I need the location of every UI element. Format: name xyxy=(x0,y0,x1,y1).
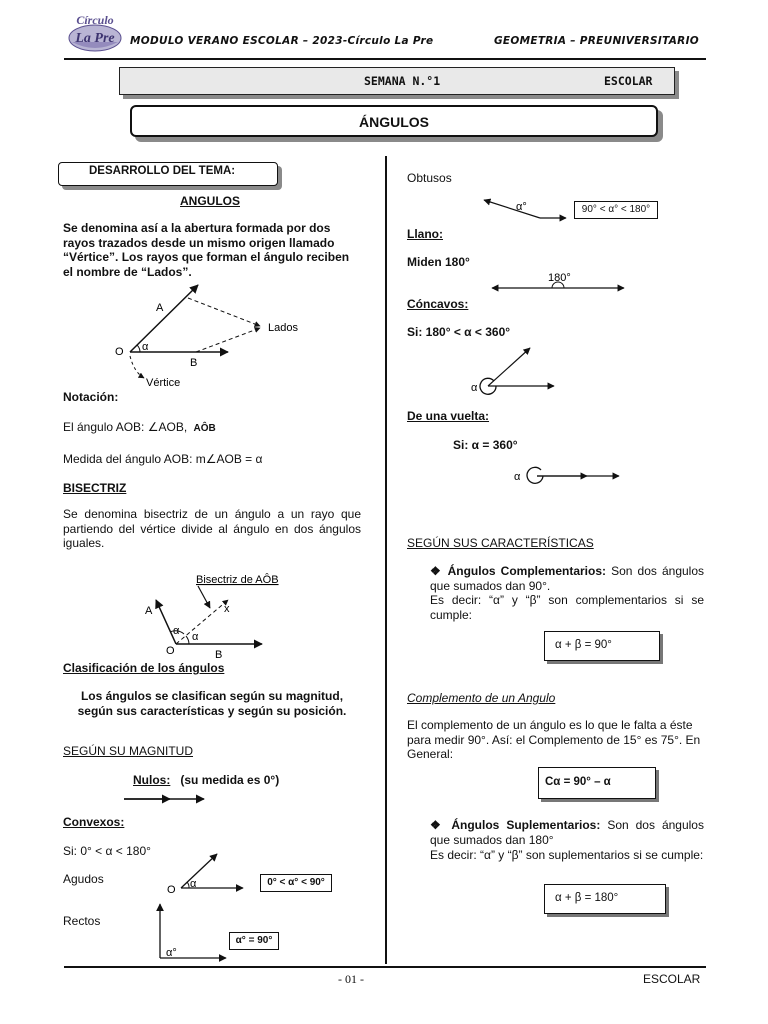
straight-text: Miden 180° xyxy=(407,255,470,269)
straight-title: Llano: xyxy=(407,227,443,241)
dev-box-label: DESARROLLO DEL TEMA: xyxy=(89,165,236,177)
complementary-title: Ángulos Complementarios: xyxy=(447,564,607,578)
definition-text: Se denomina así a la abertura formada por dos rayos trazados desde un mismo origen llamado “Vértice”. Los rayos que forman el ángulo reciben el nombre de “Lados”. xyxy=(63,221,350,279)
column-divider xyxy=(385,156,387,964)
supplementary-text2: Es decir: “α” y “β” son suplementarios si se cumple: xyxy=(430,848,704,862)
footer-rule xyxy=(64,966,706,968)
acute-label-o: O xyxy=(167,884,176,896)
supplementary-bullet: ❖ xyxy=(430,818,452,832)
title-box xyxy=(130,105,658,137)
fig1-label-o: O xyxy=(115,346,124,358)
complementary-formula: α + β = 90° xyxy=(544,631,660,661)
header-rule xyxy=(64,58,706,60)
nulos-text: (su medida es 0°) xyxy=(180,773,280,787)
acute-box: 0° < α° < 90° xyxy=(260,874,332,892)
concave-angle-figure xyxy=(470,344,560,396)
null-angle-figure xyxy=(120,793,210,805)
supplementary-formula: α + β = 180° xyxy=(544,884,666,914)
header-right: GEOMETRIA – PREUNIVERSITARIO xyxy=(494,35,699,47)
straight-angle-figure xyxy=(488,268,628,296)
magnitude-title: SEGÚN SU MAGNITUD xyxy=(63,744,194,758)
straight-deg: 180° xyxy=(548,272,571,284)
complementary-bullet: ❖ xyxy=(430,564,448,578)
fig1-label-a: A xyxy=(156,302,164,314)
fig2-label-a: A xyxy=(145,605,153,617)
section-heading: ANGULOS xyxy=(180,194,240,208)
complement-formula: Cα = 90° – α xyxy=(538,767,656,799)
fig2-label-o: O xyxy=(166,645,175,657)
obtuse-angle-figure xyxy=(480,196,570,224)
notation-hat: AÔB xyxy=(193,423,216,434)
notation-title: Notación: xyxy=(63,390,119,404)
page-title: ÁNGULOS xyxy=(359,114,429,130)
acute-label: Agudos xyxy=(63,872,104,886)
concave-title: Cóncavos: xyxy=(407,297,469,311)
right-angle-label: Rectos xyxy=(63,914,101,928)
bisector-text: Se denomina bisectriz de un ángulo a un rayo que partiendo del vértice divide al ángulo en dos ángulos iguales. xyxy=(63,507,361,550)
right-angle-figure xyxy=(150,900,230,962)
fig2-label: Bisectriz de AÔB xyxy=(196,574,279,586)
fig2-label-b: B xyxy=(215,649,223,661)
classification-text: Los ángulos se clasifican según su magnitud, según sus características y según su posición. xyxy=(77,689,347,718)
fig2-label-alpha2: α xyxy=(192,631,199,643)
logo-text-bottom: La Pre xyxy=(75,31,115,46)
supplementary-title: Ángulos Suplementarios: xyxy=(451,818,601,832)
concave-text: Si: 180° < α < 360° xyxy=(407,325,511,339)
obtuse-box: 90° < α° < 180° xyxy=(574,201,658,219)
bisector-title: BISECTRIZ xyxy=(63,481,127,495)
complement-text: El complemento de un ángulo es lo que le falta a éste para medir 90°. Así: el Complemento de 15° es 75°. En General: xyxy=(407,718,701,761)
obtuse-label: Obtusos xyxy=(407,171,452,185)
obtuse-alpha: α° xyxy=(516,201,527,213)
convex-title: Convexos: xyxy=(63,815,125,829)
full-turn-title: De una vuelta: xyxy=(407,409,490,423)
week-level: ESCOLAR xyxy=(604,74,653,88)
header-left: MODULO VERANO ESCOLAR – 2023-Círculo La Pre xyxy=(130,35,434,47)
full-turn-text: Si: α = 360° xyxy=(453,438,518,452)
fig1-label-vertex: Vértice xyxy=(146,377,181,389)
page-number: - 01 - xyxy=(338,972,364,986)
fig2-label-x: x xyxy=(224,603,230,615)
bisector-figure xyxy=(140,568,310,660)
logo-text-top: Círculo xyxy=(76,13,114,27)
full-turn-alpha: α xyxy=(514,471,521,483)
supplementary-block xyxy=(430,818,704,847)
complement-title: Complemento de un Angulo xyxy=(407,691,556,705)
concave-alpha: α xyxy=(471,382,478,394)
fig1-label-b: B xyxy=(190,357,198,369)
fig1-label-sides: Lados xyxy=(268,322,298,334)
classification-title: Clasificación de los ángulos xyxy=(63,661,225,675)
convex-range: Si: 0° < α < 180° xyxy=(63,844,151,858)
dev-box xyxy=(58,162,278,186)
measure-text: Medida del ángulo AOB: m∠AOB = α xyxy=(63,452,263,466)
angle-figure xyxy=(110,282,310,390)
nulos-label: Nulos: xyxy=(133,773,171,787)
logo-image xyxy=(66,12,124,54)
acute-angle-figure xyxy=(165,850,255,896)
fig1-label-alpha: α xyxy=(142,341,149,353)
week-label: SEMANA N.°1 xyxy=(364,74,441,88)
notation-text xyxy=(63,420,216,437)
right-angle-alpha: α° xyxy=(166,947,177,959)
notation-prefix: El ángulo AOB: ∠AOB, xyxy=(63,420,188,434)
right-angle-box: α° = 90° xyxy=(229,932,279,950)
supplementary-text: Son dos ángulos que sumados dan 180° xyxy=(430,818,704,847)
characteristics-title: SEGÚN SUS CARACTERÍSTICAS xyxy=(407,536,594,550)
complementary-text: Son dos ángulos que sumados dan 90°. xyxy=(430,564,705,593)
footer-level: ESCOLAR xyxy=(643,972,701,986)
nulos-line xyxy=(133,773,279,788)
fig2-label-alpha1: α xyxy=(173,625,180,637)
acute-label-alpha: α xyxy=(190,878,197,890)
full-turn-figure xyxy=(513,464,623,488)
complementary-block xyxy=(430,564,704,593)
complementary-text2: Es decir: “α” y “β” son complementarios si se cumple: xyxy=(430,593,704,622)
